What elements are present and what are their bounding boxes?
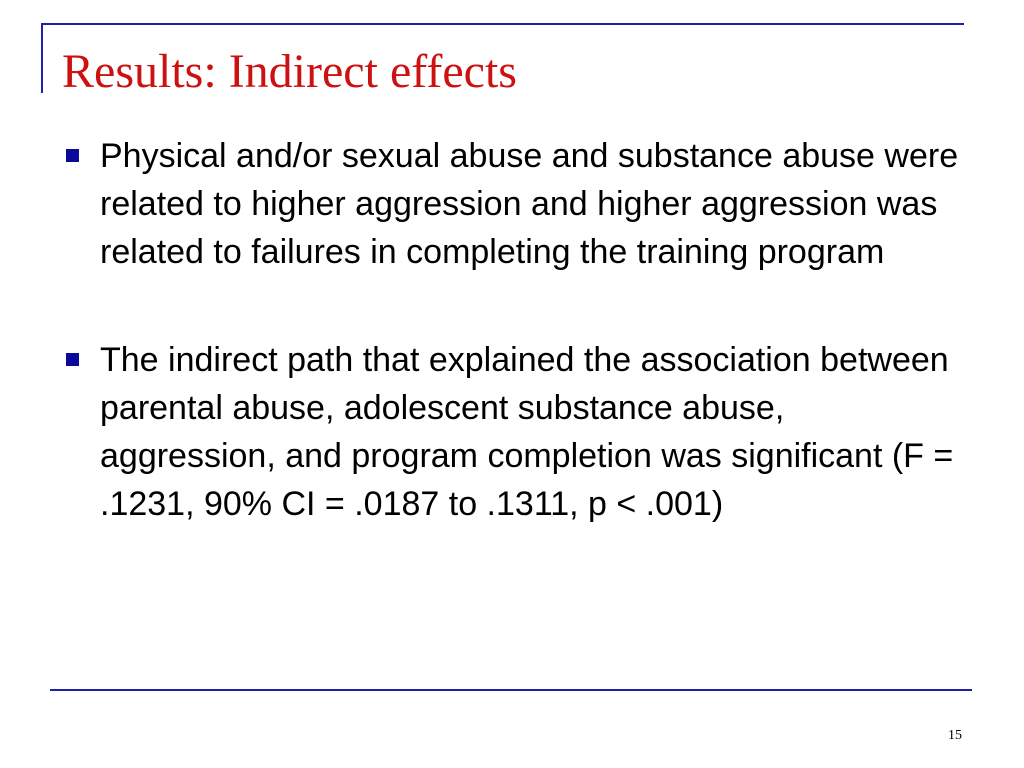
bullet-item xyxy=(62,336,962,528)
frame-bottom-line xyxy=(50,689,972,691)
square-bullet-icon xyxy=(66,149,79,162)
bullet-text: Physical and/or sexual abuse and substance abuse were related to higher aggression and higher aggression was related to failures in completing the training program xyxy=(100,137,959,271)
slide-title: Results: Indirect effects xyxy=(62,45,517,98)
square-bullet-icon xyxy=(66,353,79,366)
bullet-item xyxy=(62,132,962,276)
frame-top-line xyxy=(43,23,964,25)
bullet-list xyxy=(62,132,962,528)
frame-left-line xyxy=(41,23,43,93)
bullet-text: The indirect path that explained the association between parental abuse, adolescent substance abuse, aggression, and program completion was significant (F = .1231, 90% CI = .0187 to .1311, p < .001) xyxy=(100,341,954,523)
page-number: 15 xyxy=(948,728,962,743)
